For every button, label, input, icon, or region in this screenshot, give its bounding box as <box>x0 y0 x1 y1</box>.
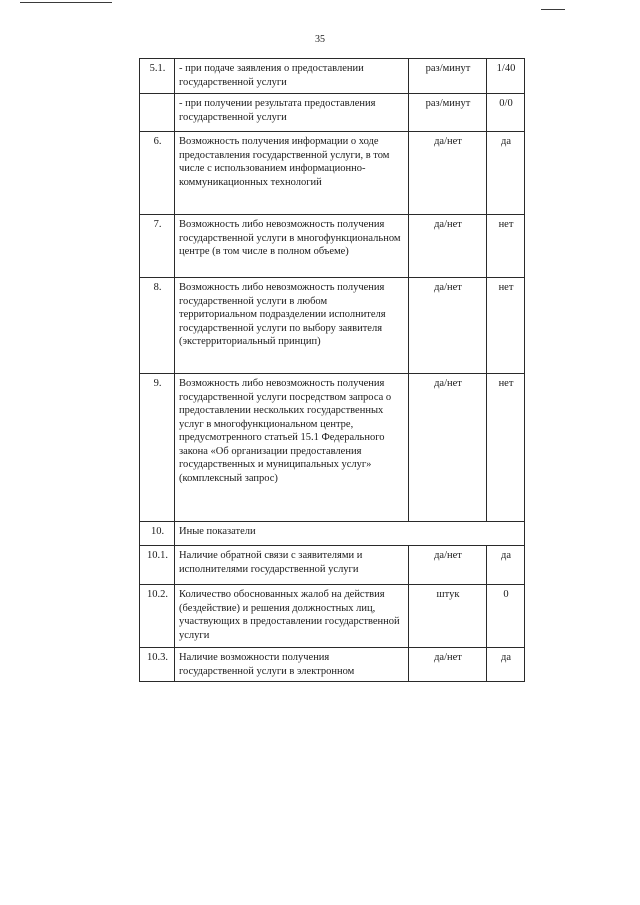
page-number: 35 <box>315 34 325 45</box>
row-number: 10.1. <box>140 546 175 585</box>
indicator-value: нет <box>487 374 525 522</box>
unit-of-measure: да/нет <box>409 132 487 215</box>
scan-mark-top-left <box>20 2 112 3</box>
unit-of-measure: раз/минут <box>409 94 487 132</box>
table-row <box>140 215 525 278</box>
indicator-value: 0 <box>487 585 525 648</box>
indicator-name: Возможность получения информации о ходе предоставления государственной услуги, в том числе с использованием информационно-коммуникационных технологий <box>175 132 409 215</box>
row-number: 7. <box>140 215 175 278</box>
section-heading: Иные показатели <box>175 522 525 546</box>
indicator-value: да <box>487 546 525 585</box>
row-number: 10.2. <box>140 585 175 648</box>
row-number: 5.1. <box>140 59 175 94</box>
scan-mark-top-right <box>541 9 565 10</box>
table-row <box>140 546 525 585</box>
indicator-name: Возможность либо невозможность получения государственной услуги посредством запроса о предоставлении нескольких государственных услуг в многофункциональном центре, предусмотренного статьей 15.1 Федерального закона «Об организации предоставления государственных и муниципальных услуг» (комплексный запрос) <box>175 374 409 522</box>
indicator-value: да <box>487 132 525 215</box>
table-row <box>140 132 525 215</box>
unit-of-measure: да/нет <box>409 374 487 522</box>
table-row <box>140 522 525 546</box>
table-row <box>140 278 525 374</box>
unit-of-measure: да/нет <box>409 215 487 278</box>
indicator-name: Возможность либо невозможность получения государственной услуги в многофункциональном центре (в том числе в полном объеме) <box>175 215 409 278</box>
indicator-value: нет <box>487 278 525 374</box>
row-number: 10. <box>140 522 175 546</box>
indicator-value: 1/40 <box>487 59 525 94</box>
row-number <box>140 94 175 132</box>
table-row <box>140 94 525 132</box>
unit-of-measure: раз/минут <box>409 59 487 94</box>
unit-of-measure: да/нет <box>409 546 487 585</box>
table-row <box>140 374 525 522</box>
unit-of-measure: да/нет <box>409 278 487 374</box>
indicator-value: 0/0 <box>487 94 525 132</box>
indicator-name: Наличие возможности получения государственной услуги в электронном <box>175 648 409 682</box>
unit-of-measure: да/нет <box>409 648 487 682</box>
unit-of-measure: штук <box>409 585 487 648</box>
row-number: 9. <box>140 374 175 522</box>
indicator-name: Наличие обратной связи с заявителями и исполнителями государственной услуги <box>175 546 409 585</box>
indicator-name: - при получении результата предоставления государственной услуги <box>175 94 409 132</box>
indicators-table <box>139 58 525 682</box>
table-row <box>140 59 525 94</box>
row-number: 10.3. <box>140 648 175 682</box>
table-row <box>140 585 525 648</box>
indicator-value: да <box>487 648 525 682</box>
indicator-value: нет <box>487 215 525 278</box>
table-row <box>140 648 525 682</box>
row-number: 8. <box>140 278 175 374</box>
indicator-name: - при подаче заявления о предоставлении государственной услуги <box>175 59 409 94</box>
indicator-name: Возможность либо невозможность получения государственной услуги в любом территориальном подразделении исполнителя государственной услуги по выбору заявителя (экстерриториальный принцип) <box>175 278 409 374</box>
indicator-name: Количество обоснованных жалоб на действия (бездействие) и решения должностных лиц, участвующих в предоставлении государственной услуги <box>175 585 409 648</box>
row-number: 6. <box>140 132 175 215</box>
